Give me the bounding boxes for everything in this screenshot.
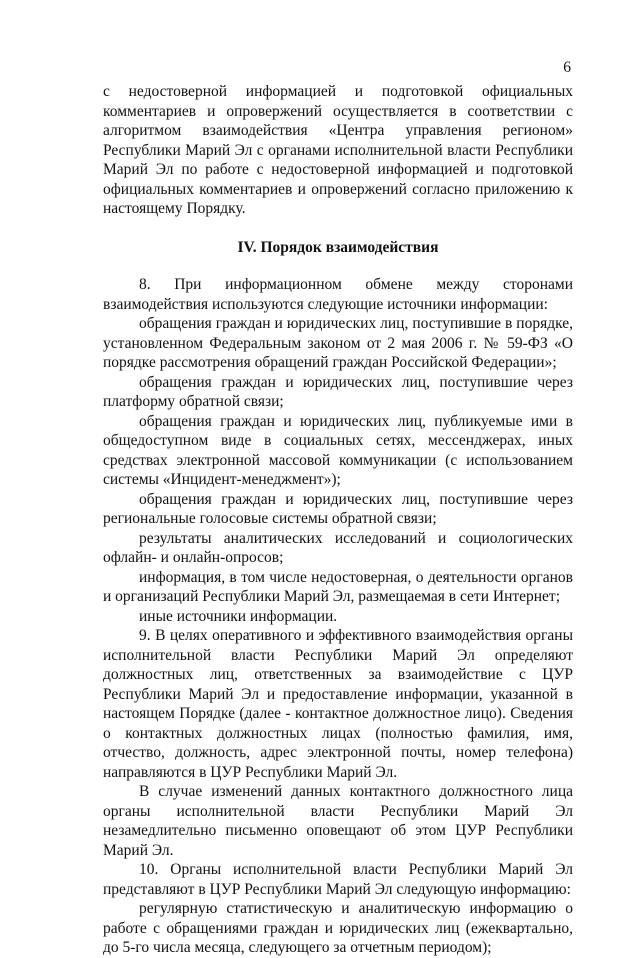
section-title: IV. Порядок взаимодействия: [237, 238, 439, 256]
paragraph-item-9: 9. В целях оперативного и эффективного взаимодействия органы исполнительной власти Республики Марий Эл определяют должностных лиц, ответственных за взаимодействие с ЦУР Республики Марий Эл и предоставление информации, указанной в настоящем Порядке (далее - контактное должностное лицо). Сведения о контактных должностных лицах (полностью фамилия, имя, отчество, должность, адрес электронной почты, номер телефона) направляются в ЦУР Республики Марий Эл.: [103, 627, 573, 781]
paragraph-item-8: 8. При информационном обмене между сторонами взаимодействия используются следующие источники информации:: [103, 276, 573, 313]
list-item-source: обращения граждан и юридических лиц, поступившие в порядке, установленном Федеральным законом от 2 мая 2006 г. № 59-ФЗ «О порядке рассмотрения обращений граждан Российской Федерации»;: [103, 315, 573, 371]
paragraph-item-10: 10. Органы исполнительной власти Республики Марий Эл представляют в ЦУР Республики Марий Эл следующую информацию:: [103, 861, 573, 898]
list-item-source: обращения граждан и юридических лиц, поступившие через платформу обратной связи;: [103, 373, 573, 410]
page-number: 6: [563, 59, 571, 76]
document-body: [103, 82, 573, 958]
intro-paragraph: с недостоверной информацией и подготовкой официальных комментариев и опровержений осуществляется в соответствии с алгоритмом взаимодействия «Центра управления регионом» Республики Марий Эл с органами исполнительной власти Республики Марий Эл по работе с недостоверной информацией и подготовкой официальных комментариев и опровержений согласно приложению к настоящему Порядку.: [103, 83, 573, 217]
list-item-source: обращения граждан и юридических лиц, поступившие через региональные голосовые системы обратной связи;: [103, 490, 573, 527]
list-item-info: регулярную статистическую и аналитическую информацию о работе с обращениями граждан и юридических лиц (ежеквартально, до 5-го числа месяца, следующего за отчетным периодом);: [103, 900, 573, 956]
list-item-source: иные источники информации.: [139, 607, 338, 625]
list-item-source: информация, в том числе недостоверная, о деятельности органов и организаций Республики Марий Эл, размещаемая в сети Интернет;: [103, 568, 573, 605]
list-item-source: результаты аналитических исследований и социологических офлайн- и онлайн-опросов;: [103, 529, 573, 566]
list-item-source: обращения граждан и юридических лиц, публикуемые ими в общедоступном виде в социальных сетях, мессенджерах, иных средствах электронной массовой коммуникации (с использованием системы «Инцидент-менеджмент»);: [103, 412, 573, 488]
paragraph: В случае изменений данных контактного должностного лица органы исполнительной власти Республики Марий Эл незамедлительно письменно оповещают об этом ЦУР Республики Марий Эл.: [103, 783, 573, 859]
